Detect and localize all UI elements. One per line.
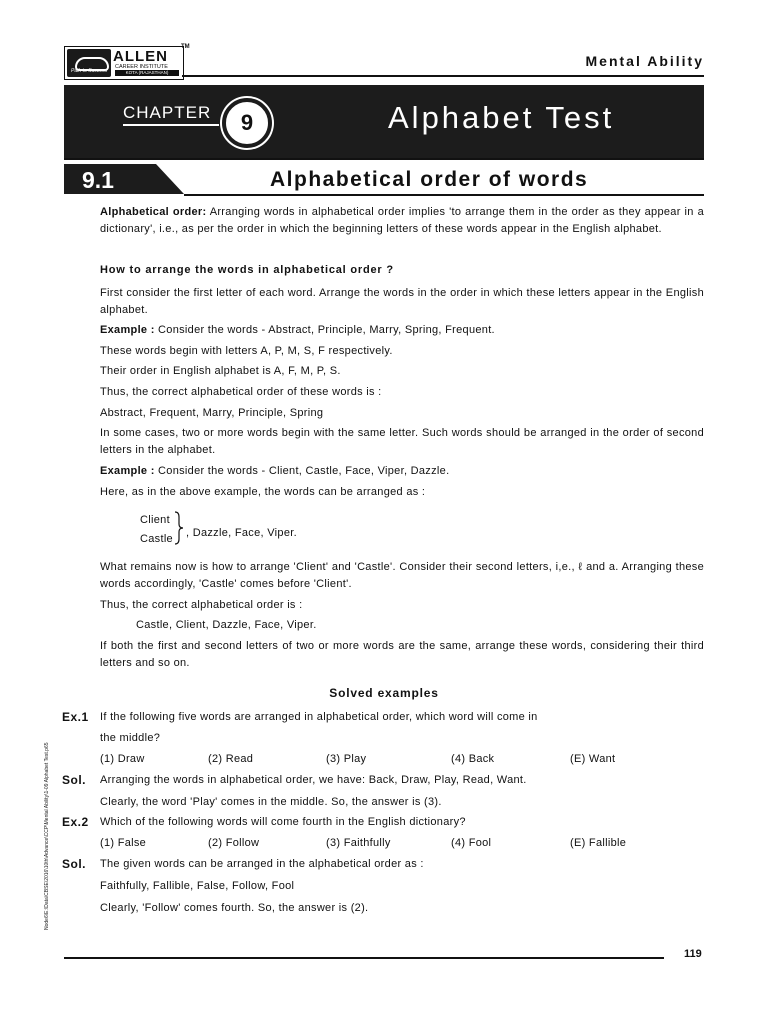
logo-subtitle: CAREER INSTITUTE (115, 64, 168, 70)
chapter-title: Alphabet Test (388, 100, 615, 135)
running-section-title: Mental Ability (585, 53, 704, 69)
logo-emblem (67, 49, 111, 77)
example1-text: Consider the words - Abstract, Principle, Marry, Spring, Frequent. (154, 324, 495, 336)
banner-rule (64, 158, 704, 160)
definition-label: Alphabetical order: (100, 206, 207, 218)
section-title: Alphabetical order of words (270, 168, 589, 191)
ex2-option-3: (3) Faithfully (326, 837, 391, 849)
first-consider-paragraph: First consider the first letter of each word. Arrange the words in the order in which these letters appear in the English alphabet. (100, 287, 704, 316)
logo-location: KOTA (RAJASTHAN) (115, 70, 179, 76)
sol2-line1: The given words can be arranged in the alphabetical order as : (100, 858, 424, 870)
solved-examples-heading: Solved examples (329, 686, 439, 700)
brace-rest: , Dazzle, Face, Viper. (186, 527, 297, 539)
ex2-tag: Ex.2 (62, 815, 89, 829)
if-both-paragraph: If both the first and second letters of two or more words are the same, arrange these words, considering their third letters and so on. (100, 640, 704, 669)
order1-line: Abstract, Frequent, Marry, Principle, Spring (100, 407, 324, 419)
ex1-option-4: (4) Back (451, 753, 495, 765)
ex2-option-1: (1) False (100, 837, 147, 849)
chapter-number: 9 (222, 98, 272, 148)
thus1-line: Thus, the correct alphabetical order of these words is : (100, 386, 382, 398)
ex2-option-4: (4) Fool (451, 837, 492, 849)
example2-text: Consider the words - Client, Castle, Face, Viper, Dazzle. (154, 465, 450, 477)
curly-brace-icon (174, 511, 184, 545)
example-label: Example : (100, 465, 155, 477)
sol1-line1: Arranging the words in alphabetical order, we have: Back, Draw, Play, Read, Want. (100, 774, 527, 786)
header-rule (182, 75, 704, 77)
file-path-note: Node6\E:\Data\CBSE\2016\10th\Advance\CCP\Mental Ability\1-09 Alphabet Test.p65 (44, 742, 50, 930)
order2-line: Castle, Client, Dazzle, Face, Viper. (136, 619, 317, 631)
ex1-option-3: (3) Play (326, 753, 367, 765)
ex1-option-2: (2) Read (208, 753, 254, 765)
thus2-line: Thus, the correct alphabetical order is : (100, 599, 303, 611)
sol2-line2: Faithfully, Fallible, False, Follow, Fool (100, 880, 295, 892)
how-to-heading: How to arrange the words in alphabetical order ? (100, 264, 394, 276)
logo-name: ALLEN (113, 48, 168, 65)
here-line: Here, as in the above example, the words can be arranged as : (100, 486, 426, 498)
ex2-question: Which of the following words will come fourth in the English dictionary? (100, 816, 466, 828)
definition-text: Arranging words in alphabetical order implies 'to arrange them in the order as they appear in a dictionary', i.e., as per the order in which the beginning letters of these words appear in the English alphabet. (100, 206, 704, 235)
section-number: 9.1 (82, 167, 114, 193)
footer-rule (64, 957, 664, 959)
ex2-option-5: (E) Fallible (570, 837, 627, 849)
sol2-line3: Clearly, 'Follow' comes fourth. So, the answer is (2). (100, 902, 369, 914)
brace-word-castle: Castle (140, 533, 173, 545)
brace-word-client: Client (140, 514, 170, 526)
ex1-question-line1: If the following five words are arranged in alphabetical order, which word will come in (100, 711, 538, 723)
ex1-option-5: (E) Want (570, 753, 616, 765)
some-cases-paragraph: In some cases, two or more words begin with the same letter. Such words should be arranged in the order of second letters in the alphabet. (100, 427, 704, 456)
ex1-question-line2: the middle? (100, 732, 161, 744)
ex1-option-1: (1) Draw (100, 753, 145, 765)
ex2-option-2: (2) Follow (208, 837, 260, 849)
chapter-label: CHAPTER (123, 103, 212, 122)
example1-line (100, 322, 495, 339)
what-remains-paragraph: What remains now is how to arrange 'Client' and 'Castle'. Consider their second letters, i,e., ℓ and a. Arranging these words accordingly, 'Castle' comes before 'Client'. (100, 561, 704, 590)
example2-line (100, 463, 449, 480)
example-label: Example : (100, 324, 155, 336)
trademark-mark: TM (181, 44, 190, 50)
sol1-tag: Sol. (62, 773, 87, 787)
sol1-line2: Clearly, the word 'Play' comes in the middle. So, the answer is (3). (100, 796, 442, 808)
page-number: 119 (684, 948, 702, 960)
chapter-underline (123, 124, 219, 126)
sol2-tag: Sol. (62, 857, 87, 871)
begin-letters-line: These words begin with letters A, P, M, S, F respectively. (100, 345, 393, 357)
ex1-tag: Ex.1 (62, 710, 89, 724)
their-order-line: Their order in English alphabet is A, F, M, P, S. (100, 365, 341, 377)
allen-logo (64, 46, 184, 80)
logo-tagline: Path to Success (71, 68, 108, 74)
section-rule (184, 194, 704, 196)
definition-paragraph (100, 204, 704, 238)
